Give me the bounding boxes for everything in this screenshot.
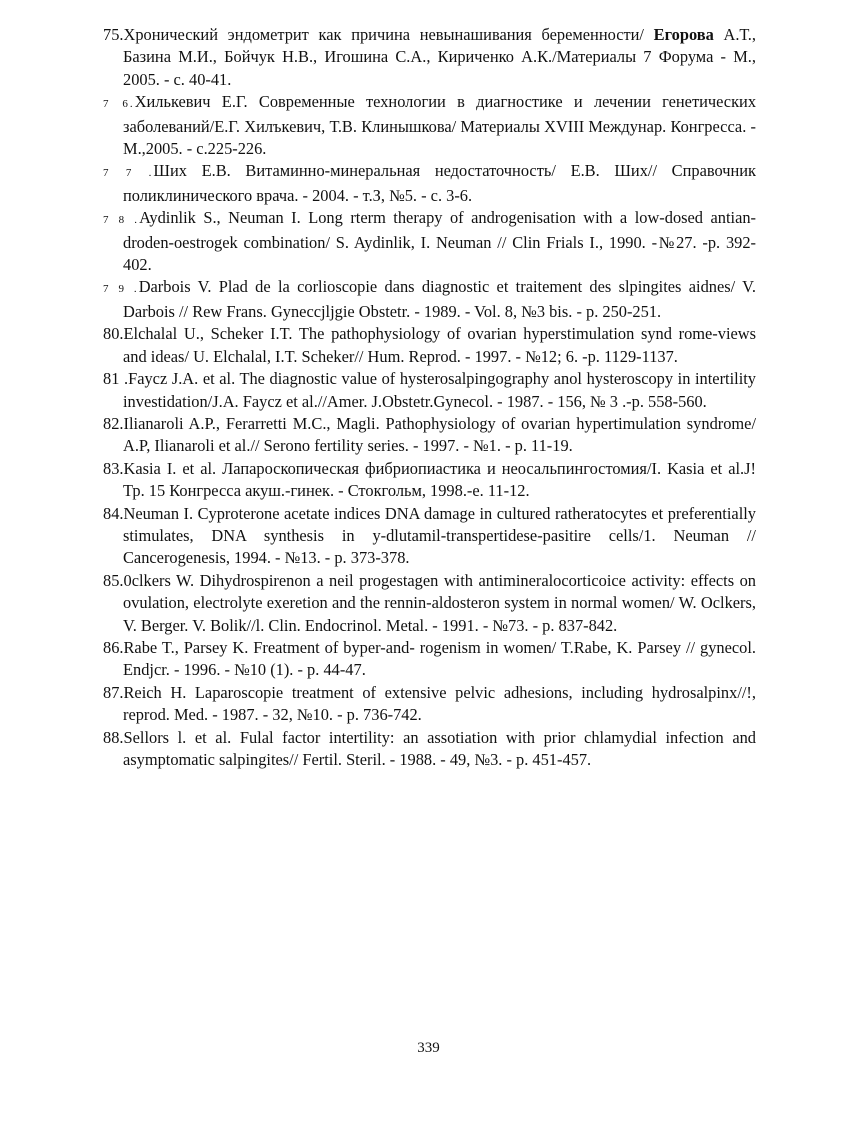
reference-text-part: А.Т., Базина М.И., Бойчук Н.В., Игошина С.А., Кириченко А.К./Материалы 7 Форума - М., 2005. - с. 40-41. xyxy=(123,25,756,89)
reference-text xyxy=(123,25,756,89)
reference-text xyxy=(123,638,756,679)
reference-number: 7 6. xyxy=(103,98,135,111)
reference-number: 82. xyxy=(103,413,124,433)
reference-text xyxy=(123,161,756,204)
reference-text-part: Kasia I. et al. Лапароскопическая фибриопиастика и неосальпингостомия/I. Kasia et al.J! Тр. 15 Конгресса акуш.-гинек. - Стокгольм, 1998.-е. 11-12. xyxy=(123,458,756,501)
reference-item xyxy=(103,727,756,772)
reference-number: 75. xyxy=(103,25,124,44)
reference-text xyxy=(123,683,756,724)
reference-text xyxy=(123,414,756,455)
reference-item xyxy=(103,24,756,91)
reference-number: 7 8 . xyxy=(103,214,140,227)
page-number: 339 xyxy=(417,1040,440,1056)
reference-text-part: Ших Е.В. Витаминно-минеральная недостаточность/ Е.В. Ших// Справочник поликлинического врача. - 2004. - т.З, №5. - с. 3-6. xyxy=(123,161,757,205)
reference-text-part: Neuman I. Cyproterone acetate indices DNA damage in cultured ratheratocytes et preferentially stimulates, DNA synthesis in y-dlutamil-transpertidese-pasitire cells/1. Neuman // Cancerogenesis, 1994. - №13. - p. 373-378. xyxy=(123,503,756,568)
reference-text xyxy=(123,369,756,410)
reference-text-part: Reich H. Laparoscopie treatment of extensive pelvic adhesions, including hydrosalpinx//!, reprod. Med. - 1987. - 32, №10. - p. 736-742. xyxy=(123,682,756,725)
reference-item xyxy=(103,570,756,637)
reference-item xyxy=(103,368,756,413)
reference-text-part: Elchalal U., Scheker I.T. The pathophysiology of ovarian hyperstimulation synd rome-views and ideas/ U. Elchalal, I.T. Scheker// Hum. Reprod. - 1997. - №12; 6. -р. 1129-1137. xyxy=(123,324,756,366)
reference-number: 87. xyxy=(103,682,124,702)
reference-number: 80. xyxy=(103,324,124,344)
reference-item xyxy=(103,91,756,160)
reference-item xyxy=(103,637,756,682)
reference-text xyxy=(123,504,756,568)
reference-item xyxy=(103,682,756,727)
reference-text xyxy=(123,208,756,274)
reference-text-part: Faycz J.A. et al. The diagnostic value of hysterosalpingography anol hysteroscopy in intertility investidation/J.A. Faycz et al.//Amer. J.Obstetr.Gynecol. - 1987. - 156, № 3 .-p. 558-560. xyxy=(123,369,756,411)
reference-item xyxy=(103,458,756,503)
reference-text-part: Aydinlik S., Neuman I. Long rterm therapy of androgenisation with a low-dosed antian-droden-oestrogek combination/ S. Aydinlik, I. Neuman // Clin Frials I., 1990. -№27. -р. 392-402. xyxy=(123,208,756,275)
reference-text-part: Darbois V. Plad de la corlioscopie dans diagnostic et traitement des slpingites aidnes/ V. Darbois // Rew Frans. Gyneccjljgie Obstetr. - 1989. - Vol. 8, №3 bis. - p. 250-251. xyxy=(123,277,757,321)
reference-text xyxy=(123,571,756,635)
reference-text-part: Хилькевич Е.Г. Современные технологии в диагностике и лечении генетических заболеваний/Е.Г. Хилъкевич, Т.В. Клинышкова/ Материалы XVIII Междунар. Конгресса. - М.,2005. - с.225-226. xyxy=(123,92,757,159)
reference-number: 81 . xyxy=(103,369,129,389)
reference-text xyxy=(123,277,756,320)
reference-text-part: Rabe T., Parsey K. Freatment of byper-and- rogenism in women/ T.Rabe, K. Parsey // gynecol. Endjcr. - 1996. - №10 (1). - p. 44-47. xyxy=(123,637,756,680)
reference-text xyxy=(123,728,756,769)
reference-number: 85. xyxy=(103,570,124,590)
reference-text xyxy=(123,459,756,500)
reference-number: 7 7 . xyxy=(103,167,154,180)
reference-text xyxy=(123,92,756,158)
reference-item xyxy=(103,276,756,323)
reference-number: 88. xyxy=(103,727,124,747)
reference-item xyxy=(103,323,756,368)
reference-item xyxy=(103,160,756,207)
reference-number: 84. xyxy=(103,503,124,523)
reference-item xyxy=(103,413,756,458)
reference-number: 86. xyxy=(103,637,124,657)
reference-item xyxy=(103,207,756,276)
reference-text-part: Sellors l. et al. Fulal factor intertility: an assotiation with prior chlamydial infection and asymptomatic salpingites// Fertil. Steril. - 1988. - 49, №3. - p. 451-457. xyxy=(123,727,756,769)
reference-item xyxy=(103,503,756,570)
reference-list xyxy=(103,24,756,771)
reference-number: 83. xyxy=(103,458,124,478)
reference-number: 7 9 . xyxy=(103,283,139,296)
reference-author-bold: Егорова xyxy=(653,25,714,44)
reference-text-part: Ilianaroli A.P., Ferarretti M.C., Magli. Pathophysiology of ovarian hypertimulation syndrome/ A.P, Ilianaroli et al.// Serono fertility series. - 1997. - №1. - p. 11-19. xyxy=(123,413,756,456)
reference-text-part: 0clkers W. Dihydrospirenon a neil progestagen with antimineralocorticoice activity: effects on ovulation, electrolyte exeretion and the rennin-aldosteron system in normal women/ W. Oclkers, V. Berger. V. Bolik//l. Clin. Endocrinol. Metal. - 1991. - №73. - p. 837-842. xyxy=(123,570,756,635)
reference-text-part: Хронический эндометрит как причина невынашивания беременности/ xyxy=(123,25,654,44)
reference-text xyxy=(123,324,756,365)
